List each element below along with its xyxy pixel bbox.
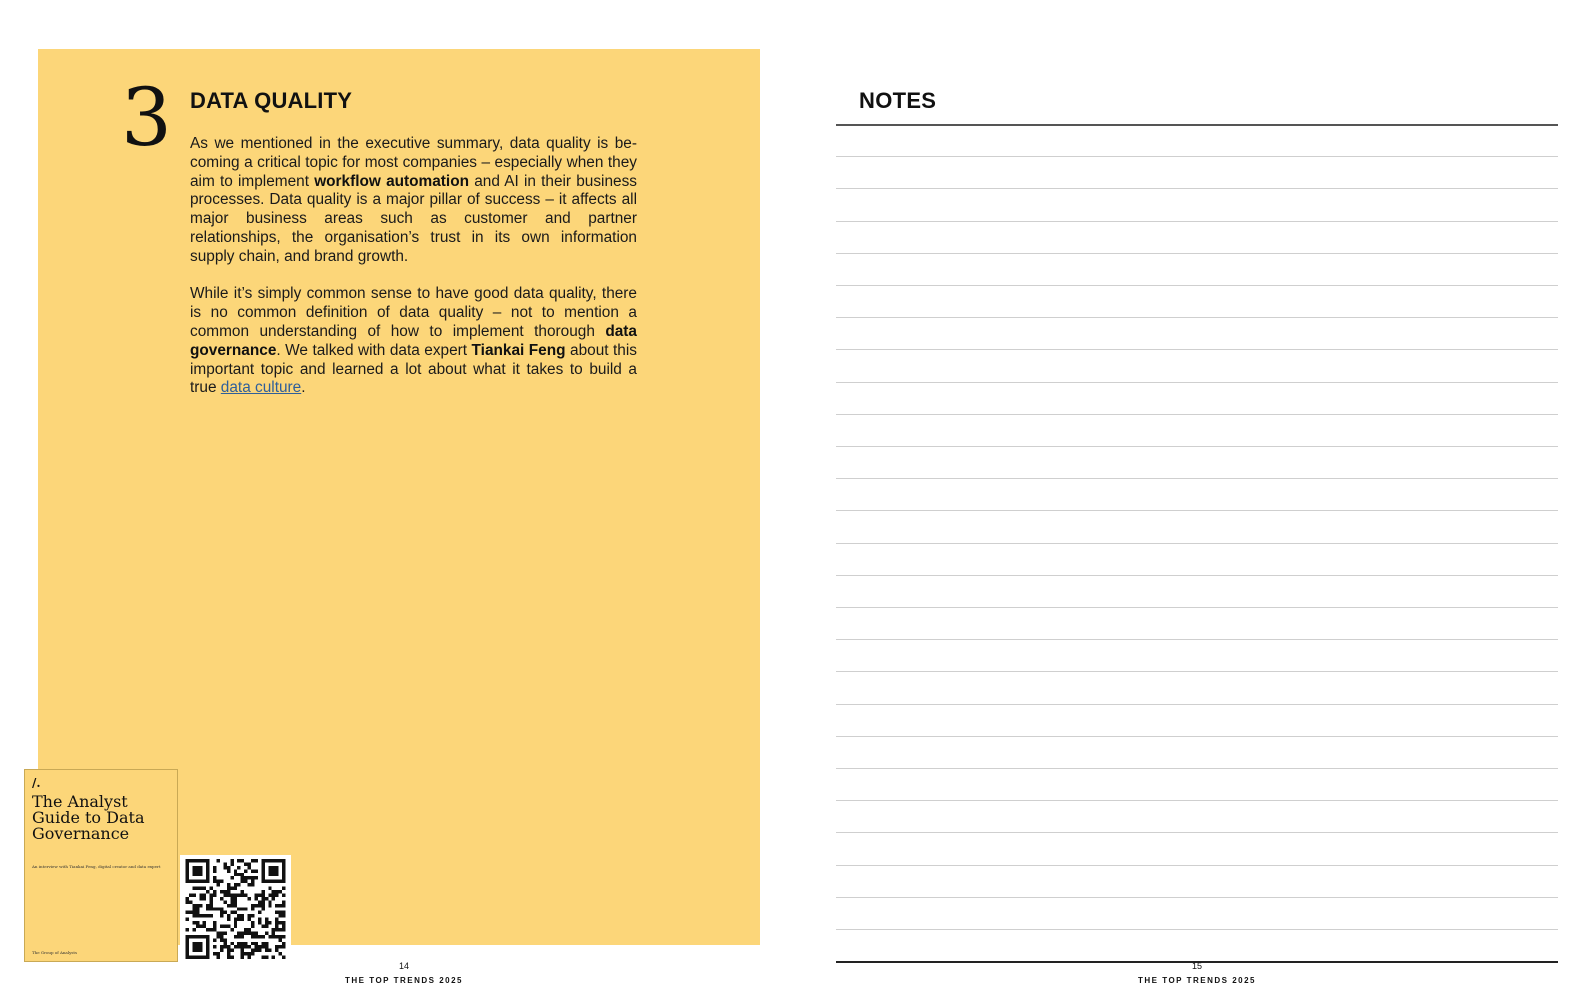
notes-line bbox=[836, 478, 1558, 479]
book-publisher: The Group of Analysts bbox=[32, 950, 78, 955]
paragraph-2: While it’s simply common sense to have good data quality, there is no common definition of data quality – not to mention a common understanding of how to implement thorough data governance. We talked with data expert Tiankai Feng about this important topic and learned a lot about what it takes to build a true data culture. bbox=[190, 285, 637, 397]
bold-term-workflow-automation: workflow automation bbox=[314, 172, 470, 190]
section-title: DATA QUALITY bbox=[190, 88, 353, 113]
notes-line bbox=[836, 510, 1558, 511]
notes-lines-area[interactable] bbox=[836, 124, 1558, 931]
notes-line bbox=[836, 188, 1558, 189]
notes-line bbox=[836, 800, 1558, 801]
notes-line bbox=[836, 156, 1558, 157]
book-logo: /. bbox=[32, 776, 41, 790]
page-number-left: 14 bbox=[398, 961, 409, 971]
notes-line bbox=[836, 865, 1558, 866]
book-title: The Analyst Guide to Data Governance bbox=[32, 792, 145, 843]
notes-line bbox=[836, 768, 1558, 769]
notes-line bbox=[836, 736, 1558, 737]
page-number-right: 15 bbox=[1191, 961, 1202, 971]
notes-line bbox=[836, 929, 1558, 930]
qr-code-graphic bbox=[184, 859, 287, 959]
notes-line bbox=[836, 349, 1558, 350]
notes-line bbox=[836, 317, 1558, 318]
notes-line bbox=[836, 414, 1558, 415]
notes-title: NOTES bbox=[859, 88, 937, 113]
notes-line bbox=[836, 704, 1558, 705]
notes-line bbox=[836, 543, 1558, 544]
paragraph-1: As we mentioned in the executive summary, data quality is becoming a critical topic for most companies – especially when they aim to implement workflow automation and AI in their business processes. Data quality is a major pillar of success – it affects all major business areas such as customer and partner relationships, the organisation’s trust in its own information supply chain, and brand growth. bbox=[190, 135, 637, 265]
qr-code-icon[interactable] bbox=[180, 855, 291, 963]
book-cover-thumbnail[interactable] bbox=[24, 769, 178, 962]
footer-right: THE TOP TRENDS 2025 bbox=[1137, 976, 1256, 985]
notes-line bbox=[836, 575, 1558, 576]
notes-line bbox=[836, 253, 1558, 254]
notes-line bbox=[836, 897, 1558, 898]
notes-line bbox=[836, 124, 1558, 126]
notes-line bbox=[836, 446, 1558, 447]
bold-name-tiankai-feng: Tiankai Feng bbox=[471, 341, 566, 359]
book-subtitle: An interview with Tiankai Feng, digital creator and data expert bbox=[32, 864, 161, 869]
notes-line bbox=[836, 382, 1558, 383]
notes-line bbox=[836, 221, 1558, 222]
notes-line bbox=[836, 285, 1558, 286]
data-culture-link[interactable]: data culture bbox=[220, 379, 302, 397]
notes-line bbox=[836, 832, 1558, 833]
footer-left: THE TOP TRENDS 2025 bbox=[344, 976, 463, 985]
notes-line bbox=[836, 639, 1558, 640]
notes-line bbox=[836, 607, 1558, 608]
notes-line bbox=[836, 671, 1558, 672]
section-number: 3 bbox=[121, 71, 172, 164]
article-body bbox=[190, 135, 637, 417]
bold-term-data-governance: data governance bbox=[190, 322, 637, 359]
